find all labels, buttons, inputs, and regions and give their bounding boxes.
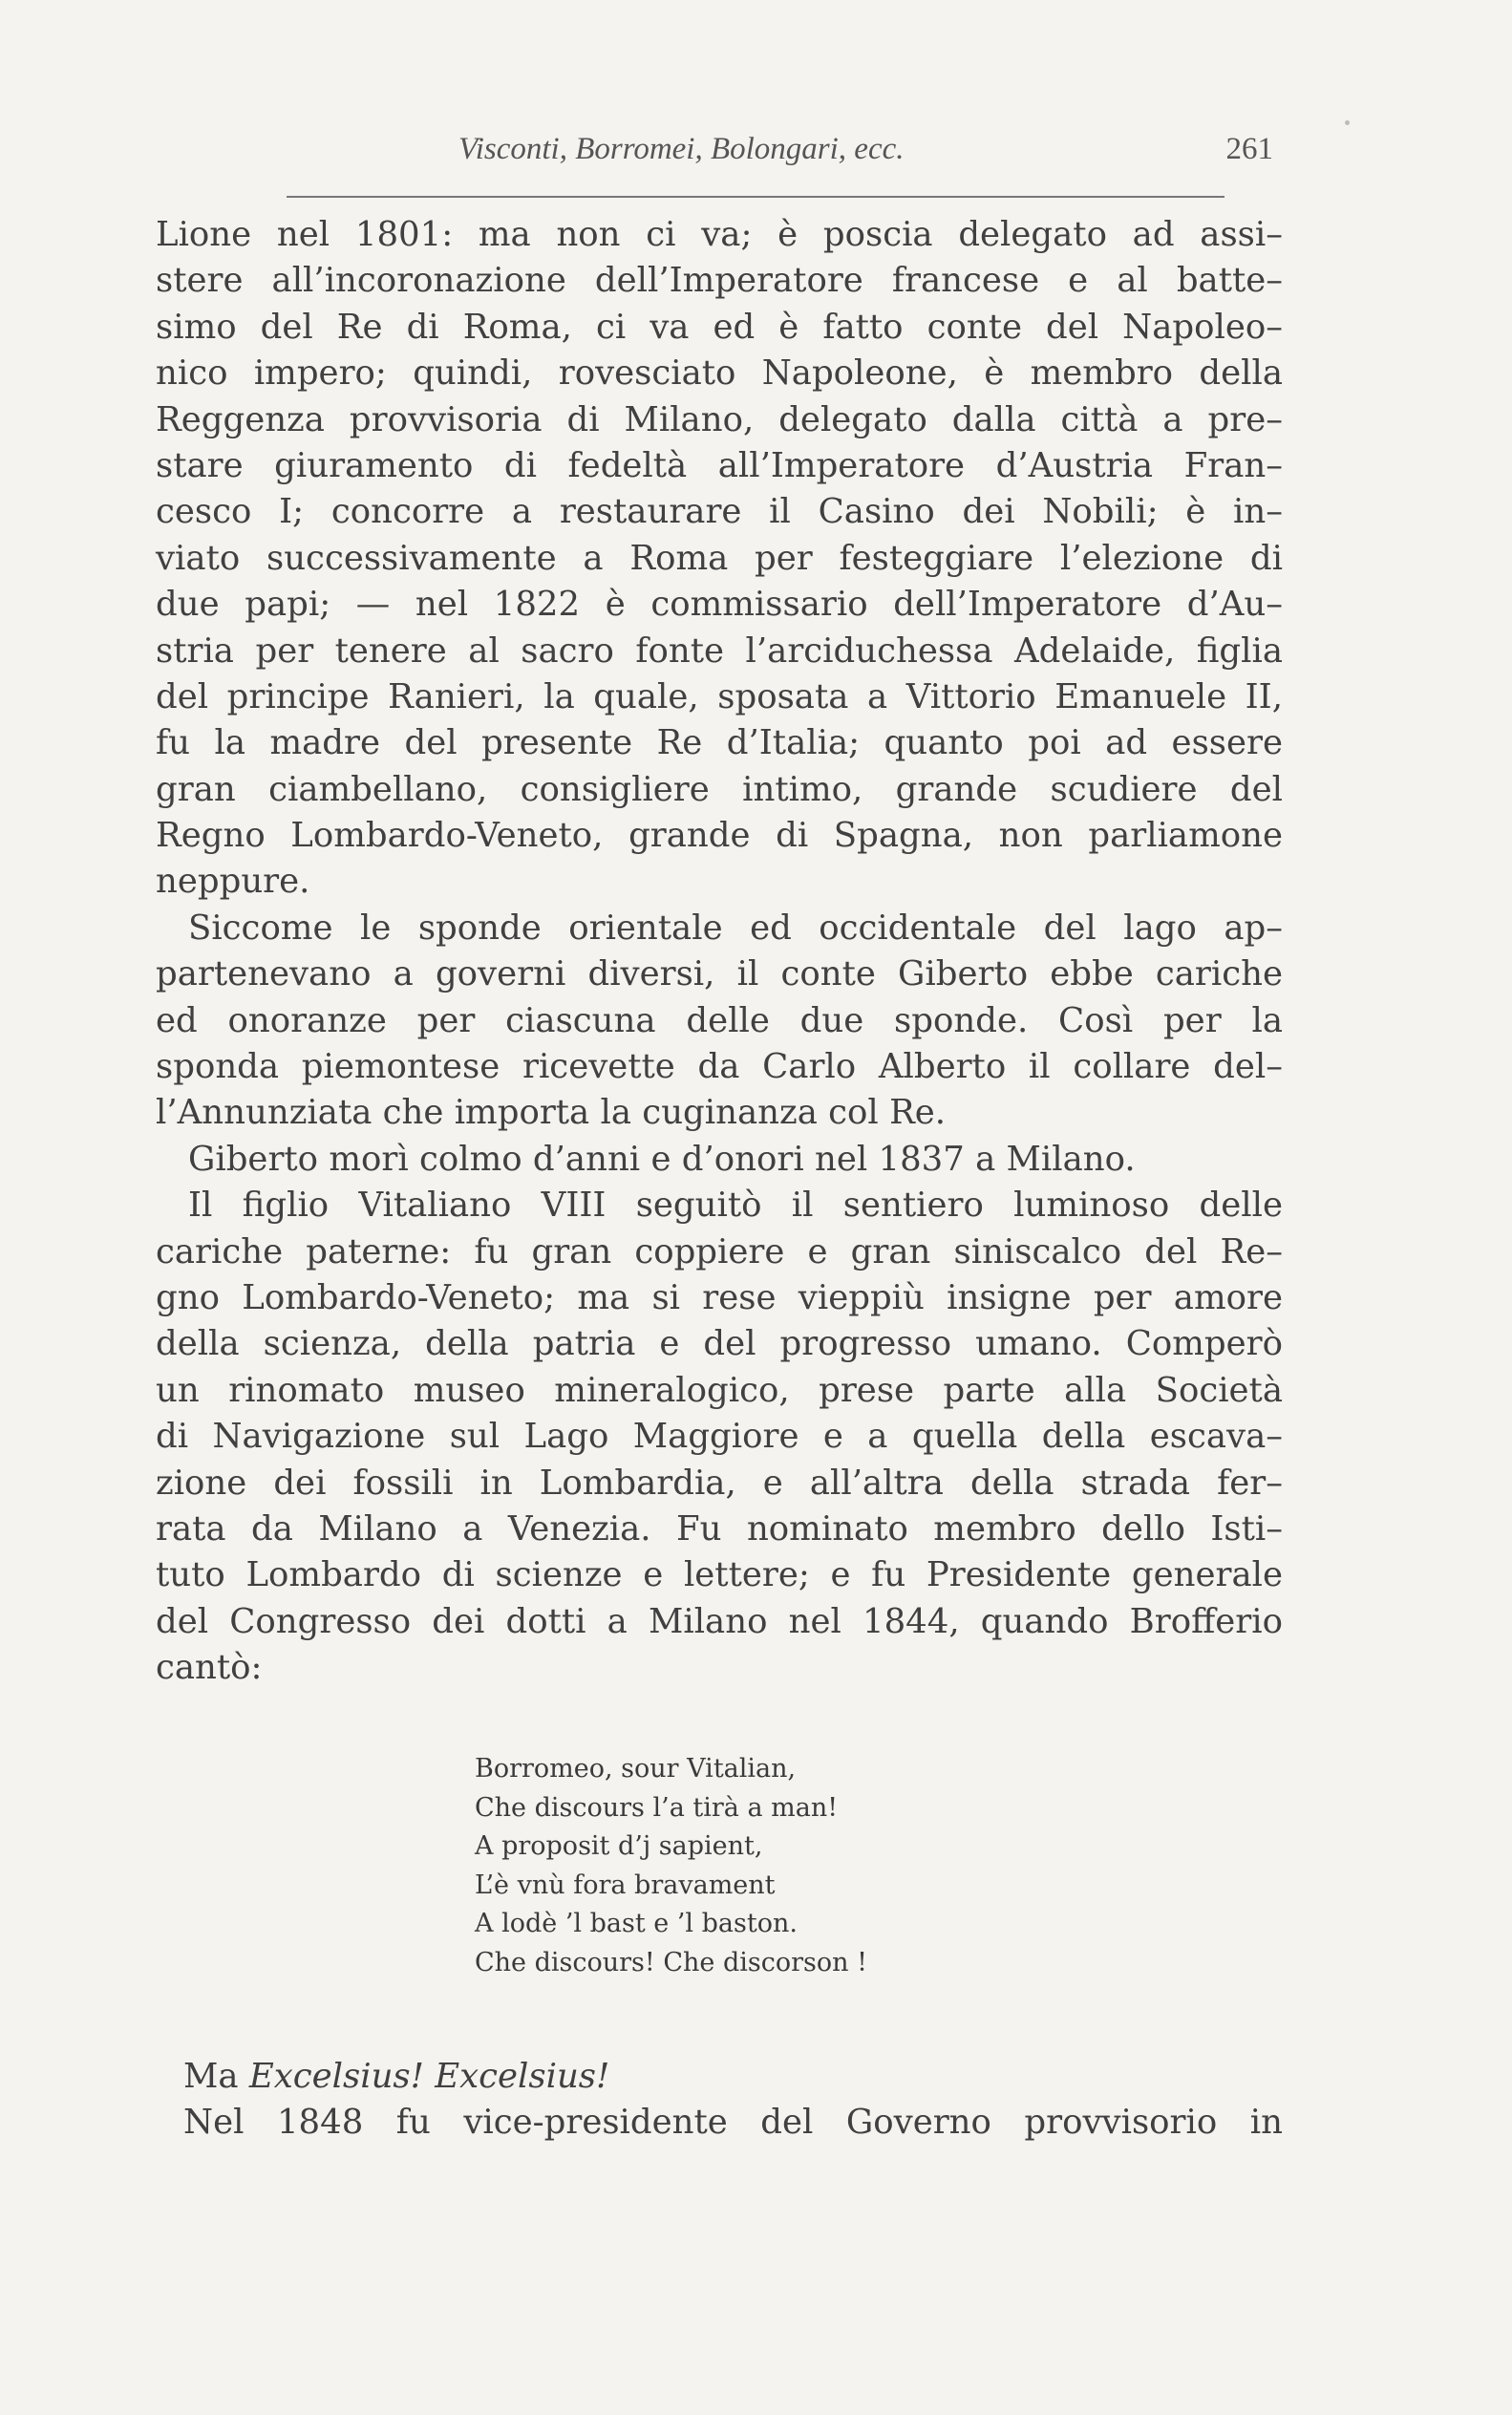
closing-prefix: Ma <box>183 2057 239 2096</box>
page-header <box>458 132 1273 180</box>
poem-quote <box>475 1750 867 1982</box>
closing-line-1 <box>183 2054 1283 2100</box>
text-line: cariche paterne: fu gran coppiere e gran siniscalco del Re– <box>156 1231 1283 1272</box>
text-line: Siccome le sponde orientale ed occidentale del lago ap– <box>188 908 1283 948</box>
closing-line-2: Nel 1848 fu vice-presidente del Governo provvisorio in <box>183 2103 1283 2143</box>
poem-line: Borromeo, sour Vitalian, <box>475 1754 797 1784</box>
text-line: stria per tenere al sacro fonte l’arciduchessa Adelaide, figlia <box>156 630 1283 671</box>
text-line: ed onoranze per ciascuna delle due sponde. Così per la <box>156 1000 1283 1040</box>
text-line: un rinomato museo mineralogico, prese parte alla Società <box>156 1370 1283 1410</box>
text-line: di Navigazione sul Lago Maggiore e a quella della escava– <box>156 1417 1283 1457</box>
poem-line: Che discours! Che discorson ! <box>475 1947 867 1977</box>
poem-line: A proposit d’j sapient, <box>475 1831 763 1861</box>
text-line: l’Annunziata che importa la cuginanza col Re. <box>156 1093 947 1133</box>
running-title: Visconti, Borromei, Bolongari, ecc. <box>458 132 905 166</box>
text-line: Lione nel 1801: ma non ci va; è poscia delegato ad assi– <box>156 215 1283 254</box>
text-line: Reggenza provvisoria di Milano, delegato dalla città a pre– <box>156 399 1283 439</box>
text-line: viato successivamente a Roma per festeggiare l’elezione di <box>156 538 1283 578</box>
text-line: Giberto morì colmo d’anni e d’onori nel 1837 a Milano. <box>188 1139 1136 1179</box>
page-speck <box>1345 120 1350 125</box>
text-line: zione dei fossili in Lombardia, e all’altra della strada fer– <box>156 1463 1283 1503</box>
text-line: del Congresso dei dotti a Milano nel 1844, quando Brofferio <box>156 1601 1283 1641</box>
text-line: neppure. <box>156 862 310 902</box>
text-line: gno Lombardo-Veneto; ma si rese vieppiù insigne per amore <box>156 1277 1283 1317</box>
text-line: cesco I; concorre a restaurare il Casino dei Nobili; è in– <box>156 492 1283 532</box>
text-line: Regno Lombardo-Veneto, grande di Spagna, non parliamone <box>156 816 1283 856</box>
poem-line: A lodè ’l bast e ’l baston. <box>475 1909 798 1938</box>
text-line: Il figlio Vitaliano VIII seguitò il sentiero luminoso delle <box>188 1186 1283 1226</box>
poem-line: L’è vnù fora bravament <box>475 1870 776 1900</box>
text-line: cantò: <box>156 1648 263 1688</box>
header-rule <box>287 196 1225 198</box>
body-text <box>156 212 1283 1692</box>
text-line: sponda piemontese ricevette da Carlo Alberto il collare del– <box>156 1047 1283 1087</box>
text-line: nico impero; quindi, rovesciato Napoleone, è membro della <box>156 353 1283 394</box>
text-line: fu la madre del presente Re d’Italia; quanto poi ad essere <box>156 723 1283 763</box>
text-line: simo del Re di Roma, ci va ed è fatto conte del Napoleo– <box>156 307 1283 347</box>
closing-italic: Excelsius! Excelsius! <box>248 2057 610 2096</box>
text-line: tuto Lombardo di scienze e lettere; e fu Presidente generale <box>156 1555 1283 1595</box>
poem-line: Che discours l’a tirà a man! <box>475 1792 839 1823</box>
page-number: 261 <box>1225 132 1273 166</box>
text-line: rata da Milano a Venezia. Fu nominato membro dello Isti– <box>156 1508 1283 1549</box>
text-line: gran ciambellano, consigliere intimo, grande scudiere del <box>156 769 1283 809</box>
text-line: partenevano a governi diversi, il conte Giberto ebbe cariche <box>156 954 1283 994</box>
closing-text <box>183 2054 1283 2147</box>
text-line: della scienza, della patria e del progresso umano. Comperò <box>156 1324 1283 1364</box>
text-line: del principe Ranieri, la quale, sposata a Vittorio Emanuele II, <box>156 676 1283 716</box>
text-line: due papi; — nel 1822 è commissario dell’Imperatore d’Au– <box>156 585 1283 625</box>
text-line: stere all’incoronazione dell’Imperatore francese e al batte– <box>156 261 1283 301</box>
text-line: stare giuramento di fedeltà all’Imperatore d’Austria Fran– <box>156 445 1283 485</box>
